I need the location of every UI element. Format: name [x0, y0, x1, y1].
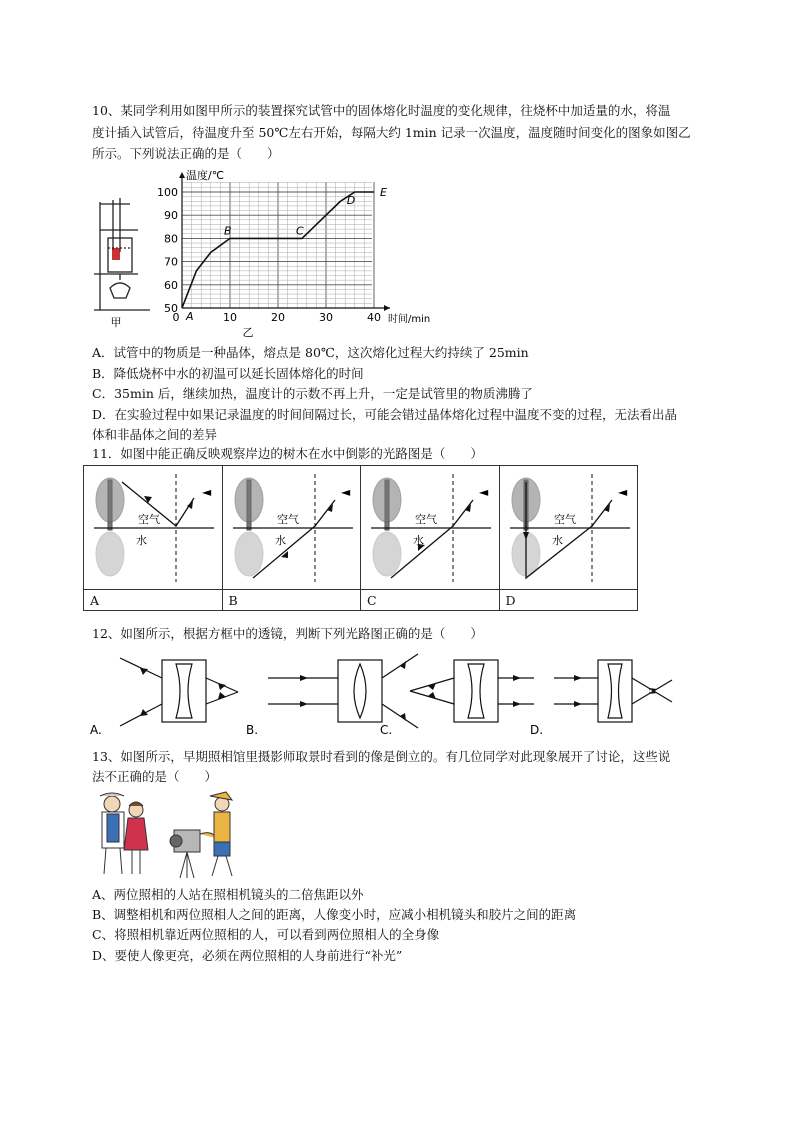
air-label: 空气 — [553, 513, 576, 526]
q10-option-c: C．35min 后，继续加热，温度计的示数不再上升，一定是试管里的物质沸腾了 — [92, 386, 533, 401]
q13-stem-line1: 13、如图所示，早期照相馆里摄影师取景时看到的像是倒立的。有几位同学对此现象展开了讨论，这些说 — [92, 749, 671, 764]
air-label: 空气 — [415, 513, 437, 526]
x-tick-label: 20 — [271, 311, 285, 324]
temperature-time-chart — [152, 168, 442, 338]
y-tick-label: 70 — [164, 255, 178, 269]
y-tick-label: 50 — [164, 302, 178, 315]
point-label-b: B — [224, 224, 232, 238]
q13-option-d: D、要使人像更亮，必须在两位照相的人身前进行“补光” — [92, 948, 403, 963]
q10-option-d: D．在实验过程中如果记录温度的时间间隔过长，可能会错过晶体熔化过程中温度不变的过程，无法看出晶 — [92, 407, 678, 422]
q10-stem-line3: 所示。下列说法正确的是（ ） — [92, 146, 280, 161]
q12-label-c: C. — [380, 723, 393, 737]
y-tick-label: 100 — [157, 186, 178, 199]
q11-diagram-c — [361, 466, 500, 590]
q13-stem-line2: 法不正确的是（ ） — [92, 769, 218, 784]
q11-diagram-d — [499, 466, 638, 590]
q11-stem: 11．如图中能正确反映观察岸边的树木在水中倒影的光路图是（ ） — [92, 446, 483, 461]
water-label: 水 — [413, 534, 424, 547]
q10-option-b: B．降低烧杯中水的初温可以延长固体熔化的时间 — [92, 366, 364, 381]
y-axis-label: 温度/℃ — [186, 169, 225, 182]
q11-label-b: B — [222, 590, 361, 611]
svg-text:◄: ◄ — [340, 485, 350, 499]
q11-label-d: D — [499, 590, 638, 611]
point-label-c: C — [296, 224, 304, 238]
chart-grid — [182, 182, 374, 308]
air-label: 空气 — [276, 513, 299, 526]
fig-yi-label: 乙 — [242, 326, 254, 338]
point-label-d: D — [346, 194, 356, 207]
q12-label-a: A. — [90, 723, 102, 737]
svg-text:◄: ◄ — [202, 485, 212, 499]
q11-label-c: C — [361, 590, 500, 611]
svg-text:◄: ◄ — [617, 485, 627, 499]
q12-lens-diagrams — [88, 650, 688, 740]
x-tick-label: 40 — [367, 311, 381, 324]
q12-stem: 12、如图所示，根据方框中的透镜，判断下列光路图正确的是（ ） — [92, 626, 483, 641]
x-tick-label: 0 — [172, 311, 180, 324]
point-label-e: E — [380, 186, 387, 199]
q12-label-d: D. — [530, 723, 544, 737]
q10-option-a: A．试管中的物质是一种晶体，熔点是 80℃，这次熔化过程大约持续了 25min — [92, 345, 529, 360]
x-axis-label: 时间/min — [388, 314, 431, 325]
q10-stem-line1: 10、某同学利用如图甲所示的装置探究试管中的固体熔化时温度的变化规律，往烧杯中加适量的水，将温 — [92, 103, 671, 118]
water-label: 水 — [551, 534, 563, 547]
q13-option-a: A、两位照相的人站在照相机镜头的二倍焦距以外 — [92, 887, 364, 902]
svg-text:◄: ◄ — [479, 485, 489, 499]
photographer-illustration — [92, 790, 242, 880]
q10-stem-line2: 度计插入试管后，待温度升至 50℃左右开始，每隔大约 1min 记录一次温度，温度随时间变化的图象如图乙 — [92, 125, 691, 140]
y-tick-label: 90 — [164, 209, 178, 223]
q12-label-b: B. — [246, 723, 259, 737]
q11-diagram-a — [84, 466, 223, 590]
q11-options-table — [83, 465, 638, 611]
water-label: 水 — [274, 534, 286, 547]
x-tick-label: 30 — [319, 311, 333, 324]
q10-option-d-cont: 体和非晶体之间的差异 — [92, 427, 218, 442]
q11-label-a: A — [84, 590, 223, 611]
q11-diagram-b — [222, 466, 361, 590]
air-label: 空气 — [138, 513, 160, 526]
apparatus-figure-jia — [88, 190, 156, 330]
x-tick-label: 10 — [223, 311, 237, 324]
y-tick-label: 80 — [164, 232, 178, 246]
q13-option-c: C、将照相机靠近两位照相的人，可以看到两位照相人的全身像 — [92, 927, 440, 942]
y-tick-label: 60 — [164, 278, 178, 292]
water-label: 水 — [136, 534, 147, 547]
fig-jia-label: 甲 — [110, 316, 122, 329]
q13-option-b: B、调整相机和两位照相人之间的距离，人像变小时，应减小相机镜头和胶片之间的距离 — [92, 907, 577, 922]
point-label-a: A — [186, 310, 194, 323]
